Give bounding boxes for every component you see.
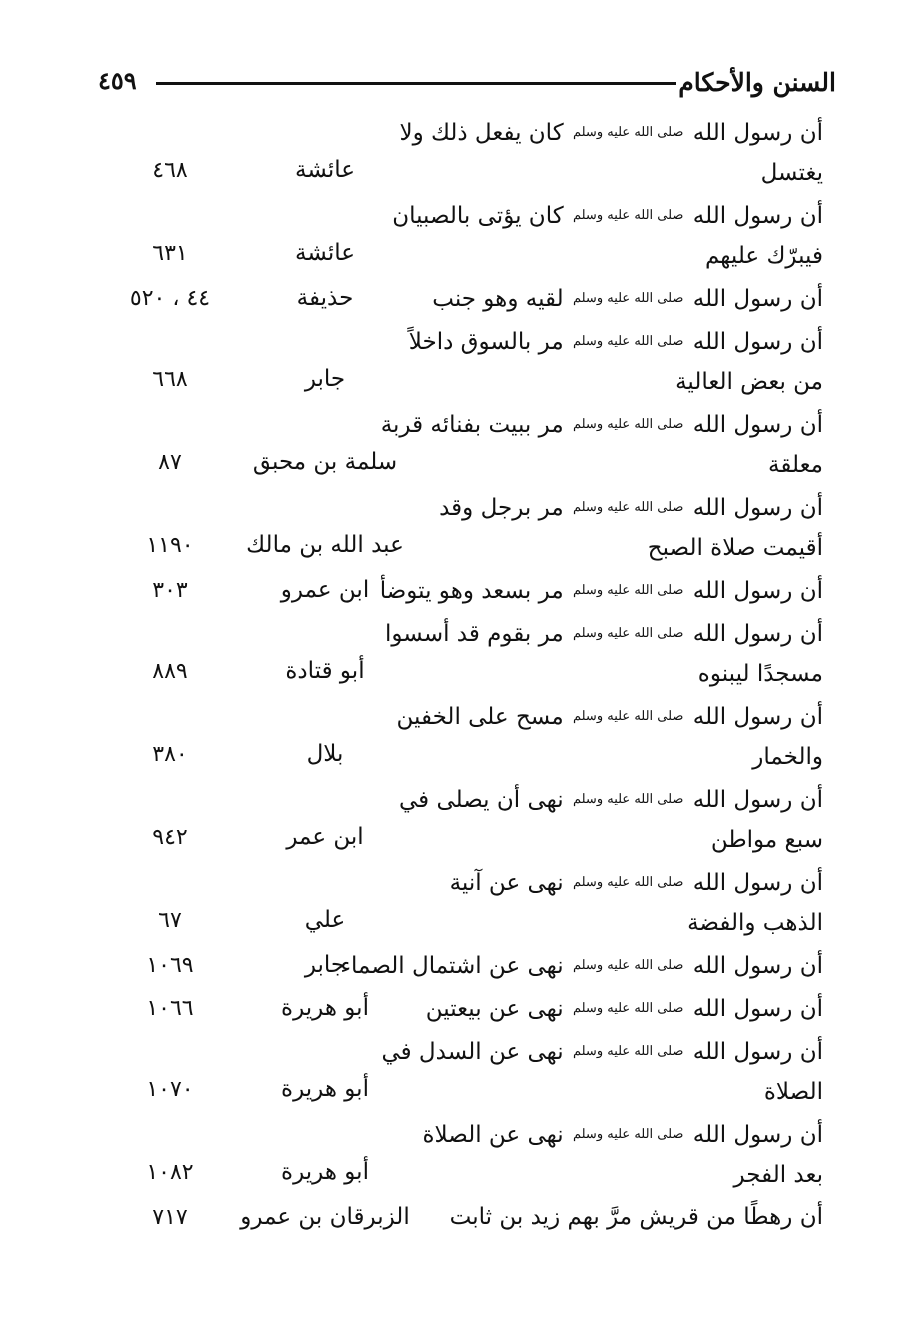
salutation-glyph: صلى الله عليه وسلم [572, 792, 684, 807]
narrator-name: عائشة [295, 240, 355, 266]
hadith-text-rest: نهى عن بيعتين [425, 996, 564, 1022]
hadith-text [380, 404, 823, 486]
hadith-line [379, 570, 823, 611]
hadith-number: ٦٧ [158, 908, 182, 933]
hadith-text-start: أن رسول الله [692, 1122, 823, 1148]
hadith-text-rest: نهى عن السدل في [381, 1039, 564, 1065]
hadith-line-continued: بعد الفجر [733, 1162, 823, 1188]
index-entry [100, 1114, 823, 1197]
hadith-text-start: أن رسول الله [692, 329, 823, 355]
salutation-glyph: صلى الله عليه وسلم [572, 709, 684, 724]
hadith-text-rest: لقيه وهو جنب [432, 286, 564, 312]
hadith-line-continued: معلقة [768, 452, 823, 478]
hadith-text-start: أن رسول الله [692, 704, 823, 730]
hadith-text-start: أن رسول الله [692, 578, 823, 604]
hadith-text-rest: كان يؤتى بالصبيان [392, 203, 564, 229]
index-entry [100, 404, 823, 487]
hadith-text [422, 1114, 823, 1196]
narrator-name: حذيفة [296, 285, 354, 311]
hadith-line-continued: من بعض العالية [675, 369, 823, 395]
hadith-number: ١٠٨٢ [146, 1160, 194, 1185]
hadith-line [398, 779, 823, 820]
narrator-name: الزبرقان بن عمرو [240, 1204, 410, 1230]
hadith-text [385, 613, 823, 695]
hadith-text [399, 112, 823, 194]
hadith-number: ٨٧ [158, 450, 182, 475]
index-entry [100, 1197, 823, 1240]
index-entry [100, 321, 823, 404]
hadith-line-continued: والخمار [752, 744, 823, 770]
index-entries [100, 112, 823, 1240]
hadith-text-start: أن رسول الله [692, 203, 823, 229]
salutation-glyph: صلى الله عليه وسلم [572, 1001, 684, 1016]
salutation-glyph: صلى الله عليه وسلم [572, 1044, 684, 1059]
hadith-line [439, 487, 823, 528]
hadith-text [408, 321, 823, 403]
hadith-text-start: أن رسول الله [692, 1039, 823, 1065]
index-entry [100, 112, 823, 195]
narrator-name: بلال [306, 741, 344, 767]
hadith-text-rest: مر برجل وقد [439, 495, 564, 521]
header-rule [156, 82, 676, 85]
narrator-name: أبو هريرة [281, 995, 369, 1021]
hadith-text-rest: مسح على الخفين [396, 704, 564, 730]
index-entry [100, 862, 823, 945]
narrator-name: عائشة [295, 157, 355, 183]
salutation-glyph: صلى الله عليه وسلم [572, 500, 684, 515]
book-title: السنن والأحكام [678, 68, 836, 97]
hadith-number: ٨٨٩ [152, 659, 188, 684]
hadith-text-start: أن رسول الله [692, 286, 823, 312]
hadith-text-rest: نهى عن الصلاة [422, 1122, 564, 1148]
index-entry [100, 195, 823, 278]
hadith-text-start: أن رسول الله [692, 495, 823, 521]
hadith-text-rest: مر ببيت بفنائه قربة [380, 412, 564, 438]
hadith-text [439, 487, 823, 569]
salutation-glyph: صلى الله عليه وسلم [572, 583, 684, 598]
narrator-name: ابن عمر [286, 824, 364, 850]
hadith-text [425, 988, 823, 1029]
hadith-text-start: أن رسول الله [692, 996, 823, 1022]
narrator-name: أبو قتادة [285, 658, 365, 684]
hadith-number: ٤٦٨ [152, 158, 188, 183]
hadith-text-rest: مر بقوم قد أسسوا [385, 621, 564, 647]
hadith-text-rest: كان يفعل ذلك ولا [399, 120, 564, 146]
narrator-name: عبد الله بن مالك [246, 532, 404, 558]
page-header [98, 62, 836, 106]
hadith-line [448, 862, 823, 903]
narrator-name: ابن عمرو [280, 577, 370, 603]
index-entry [100, 570, 823, 613]
salutation-glyph: صلى الله عليه وسلم [572, 958, 684, 973]
hadith-text [381, 1031, 823, 1113]
index-entry [100, 278, 823, 321]
hadith-line-continued: يغتسل [760, 160, 823, 186]
hadith-text-rest: مر بالسوق داخلاً [408, 329, 564, 355]
salutation-glyph: صلى الله عليه وسلم [572, 417, 684, 432]
hadith-text [396, 696, 823, 778]
index-entry [100, 779, 823, 862]
hadith-line-continued: سبع مواطن [710, 827, 823, 853]
hadith-number: ١١٩٠ [146, 533, 194, 558]
hadith-text [392, 195, 823, 277]
hadith-text [398, 779, 823, 861]
hadith-text-start: أن رسول الله [692, 412, 823, 438]
hadith-number: ٣٨٠ [152, 742, 188, 767]
hadith-text [432, 278, 823, 319]
hadith-number: ١٠٧٠ [146, 1077, 194, 1102]
hadith-line [381, 1031, 823, 1072]
salutation-glyph: صلى الله عليه وسلم [572, 334, 684, 349]
page-number: ٤٥٩ [98, 66, 137, 95]
salutation-glyph: صلى الله عليه وسلم [572, 875, 684, 890]
hadith-line [425, 988, 823, 1029]
hadith-text [379, 570, 823, 611]
hadith-line [422, 1114, 823, 1155]
index-entry [100, 1031, 823, 1114]
hadith-text [448, 1197, 823, 1238]
index-entry [100, 613, 823, 696]
hadith-line [380, 404, 823, 445]
hadith-line [448, 1197, 823, 1238]
hadith-text-rest: نهى عن آنية [449, 870, 564, 896]
hadith-line-continued: مسجدًا ليبنوه [697, 661, 823, 687]
salutation-glyph: صلى الله عليه وسلم [572, 626, 684, 641]
hadith-line-continued: الصلاة [763, 1079, 823, 1105]
index-entry [100, 945, 823, 988]
hadith-text-rest: مر بسعد وهو يتوضأ [379, 578, 564, 604]
hadith-text [340, 945, 823, 986]
hadith-number: ٦٣١ [152, 241, 188, 266]
hadith-number: ٤٤ ، ٥٢٠ [129, 286, 211, 311]
hadith-line-continued: الذهب والفضة [687, 910, 823, 936]
narrator-name: أبو هريرة [281, 1076, 369, 1102]
narrator-name: علي [304, 907, 346, 933]
narrator-name: أبو هريرة [281, 1159, 369, 1185]
hadith-number: ١٠٦٩ [146, 953, 194, 978]
hadith-number: ٣٠٣ [152, 578, 188, 603]
salutation-glyph: صلى الله عليه وسلم [572, 1127, 684, 1142]
hadith-line [340, 945, 823, 986]
hadith-line-continued: فيبرّك عليهم [704, 243, 823, 269]
hadith-number: ٦٦٨ [152, 367, 188, 392]
index-entry [100, 487, 823, 570]
index-entry [100, 696, 823, 779]
hadith-line-continued: أقيمت صلاة الصبح [647, 535, 823, 561]
narrator-name: جابر [304, 366, 346, 392]
salutation-glyph: صلى الله عليه وسلم [572, 208, 684, 223]
narrator-name: جابر [304, 952, 346, 978]
hadith-line [396, 696, 823, 737]
hadith-text-rest: نهى أن يصلى في [398, 787, 564, 813]
hadith-text [448, 862, 823, 944]
hadith-text-start: أن رهطًا من قريش مرَّ بهم زيد بن ثابت [449, 1204, 823, 1230]
hadith-text-start: أن رسول الله [692, 953, 823, 979]
salutation-glyph: صلى الله عليه وسلم [572, 125, 684, 140]
hadith-text-start: أن رسول الله [692, 787, 823, 813]
hadith-number: ٧١٧ [152, 1205, 188, 1230]
hadith-text-start: أن رسول الله [692, 870, 823, 896]
hadith-text-start: أن رسول الله [692, 120, 823, 146]
hadith-number: ٩٤٢ [152, 825, 188, 850]
hadith-line [385, 613, 823, 654]
hadith-line [432, 278, 823, 319]
index-entry [100, 988, 823, 1031]
hadith-line [408, 321, 823, 362]
hadith-text-rest: نهى عن اشتمال الصماء [340, 953, 564, 979]
narrator-name: سلمة بن محبق [252, 449, 398, 475]
salutation-glyph: صلى الله عليه وسلم [572, 291, 684, 306]
hadith-number: ١٠٦٦ [146, 996, 194, 1021]
hadith-line [392, 195, 823, 236]
hadith-text-start: أن رسول الله [692, 621, 823, 647]
hadith-line [399, 112, 823, 153]
